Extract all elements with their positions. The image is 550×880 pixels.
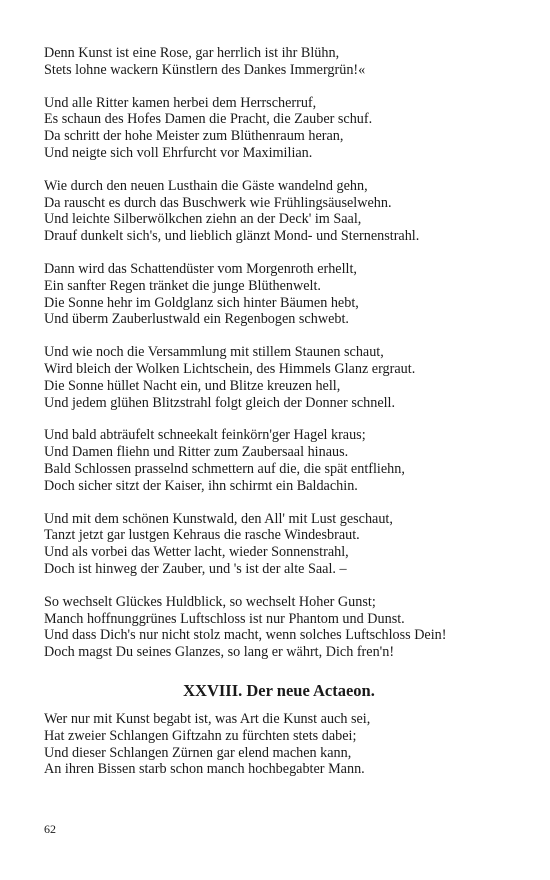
verse-line: Und dass Dich's nur nicht stolz macht, wenn solches Luftschloss Dein! [44, 627, 447, 644]
verse-line: Bald Schlossen prasselnd schmettern auf die, die spät entfliehn, [44, 460, 405, 477]
verse-line: Hat zweier Schlangen Giftzahn zu fürchten stets dabei; [44, 727, 357, 744]
verse-line: Und neigte sich voll Ehrfurcht vor Maximilian. [44, 144, 313, 161]
verse-line: Doch ist hinweg der Zauber, und 's ist der alte Saal. – [44, 560, 347, 577]
verse-line: Da schritt der hohe Meister zum Blüthenraum heran, [44, 128, 344, 145]
verse-line: Tanzt jetzt gar lustgen Kehraus die rasche Windesbraut. [44, 527, 360, 544]
verse-line: Und als vorbei das Wetter lacht, wieder Sonnenstrahl, [44, 544, 349, 561]
verse-line: Da rauscht es durch das Buschwerk wie Frühlingsäuselwehn. [44, 194, 392, 211]
verse-line: Stets lohne wackern Künstlern des Dankes Immergrün!« [44, 61, 366, 78]
verse-line: Es schaun des Hofes Damen die Pracht, die Zauber schuf. [44, 111, 373, 128]
verse-line: Die Sonne hehr im Goldglanz sich hinter Bäumen hebt, [44, 294, 359, 311]
verse-line: Und alle Ritter kamen herbei dem Herrscherruf, [44, 94, 317, 111]
verse-line: Dann wird das Schattendüster vom Morgenroth erhellt, [44, 260, 357, 277]
verse-line: Manch hoffnunggrünes Luftschloss ist nur Phantom und Dunst. [44, 610, 405, 627]
stanza [44, 95, 514, 162]
verse-line: So wechselt Glückes Huldblick, so wechselt Hoher Gunst; [44, 593, 376, 610]
verse-line: Die Sonne hüllet Nacht ein, und Blitze kreuzen hell, [44, 377, 341, 394]
verse-line: Und leichte Silberwölkchen ziehn an der Deck' im Saal, [44, 211, 362, 228]
stanza [44, 344, 514, 411]
verse-line: Und dieser Schlangen Zürnen gar elend machen kann, [44, 744, 352, 761]
verse-line: Wie durch den neuen Lusthain die Gäste wandelnd gehn, [44, 177, 368, 194]
verse-line: Und bald abträufelt schneekalt feinkörn'ger Hagel kraus; [44, 427, 366, 444]
verse-line: Drauf dunkelt sich's, und lieblich glänzt Mond- und Sternenstrahl. [44, 228, 420, 245]
stanza [44, 594, 514, 661]
stanza [44, 711, 514, 778]
verse-line: Und Damen fliehn und Ritter zum Zaubersaal hinaus. [44, 444, 349, 461]
stanza [44, 511, 514, 578]
verse-line: Doch magst Du seines Glanzes, so lang er währt, Dich fren'n! [44, 644, 395, 661]
page-number: 62 [44, 822, 56, 836]
verse-line: Und jedem glühen Blitzstrahl folgt gleich der Donner schnell. [44, 394, 396, 411]
stanza [44, 427, 514, 494]
verse-line: Und überm Zauberlustwald ein Regenbogen schwebt. [44, 311, 349, 328]
verse-line: Denn Kunst ist eine Rose, gar herrlich ist ihr Blühn, [44, 45, 340, 61]
verse-line: Und mit dem schönen Kunstwald, den All' mit Lust geschaut, [44, 510, 393, 527]
page-content [44, 45, 514, 794]
verse-line: Und wie noch die Versammlung mit stillem Staunen schaut, [44, 344, 384, 361]
verse-line: Ein sanfter Regen tränket die junge Blüthenwelt. [44, 277, 321, 294]
stanza [44, 178, 514, 245]
verse-line: Wird bleich der Wolken Lichtschein, des Himmels Glanz ergraut. [44, 360, 416, 377]
verse-line: Doch sicher sitzt der Kaiser, ihn schirmt ein Baldachin. [44, 477, 358, 494]
stanza [44, 45, 514, 79]
section-heading: XXVIII. Der neue Actaeon. [183, 680, 375, 700]
stanza [44, 261, 514, 328]
verse-line: An ihren Bissen starb schon manch hochbegabter Mann. [44, 761, 365, 778]
verse-line: Wer nur mit Kunst begabt ist, was Art die Kunst auch sei, [44, 710, 371, 727]
